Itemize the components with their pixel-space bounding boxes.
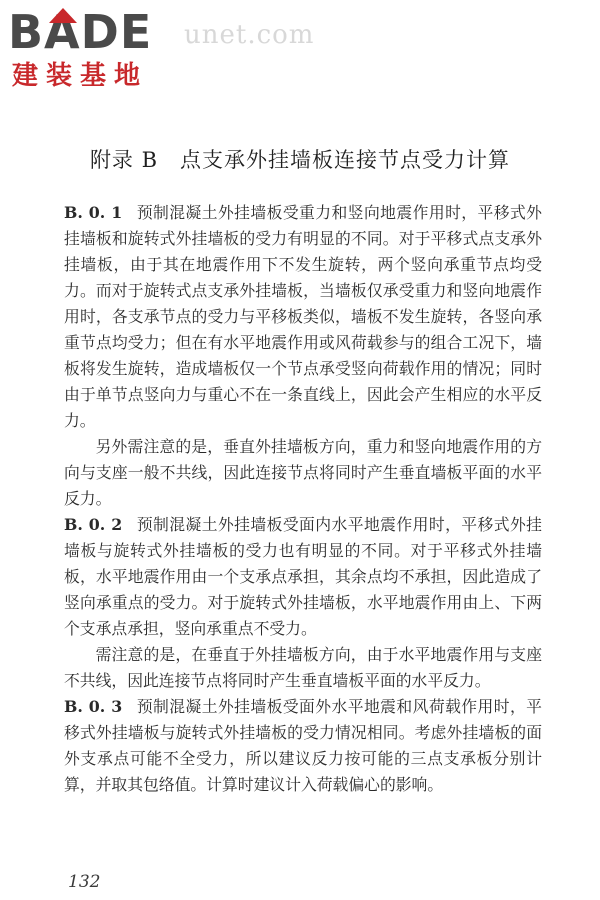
paragraph-text: 另外需注意的是，垂直外挂墙板方向，重力和竖向地震作用的方向与支座一般不共线，因此连接节点将同时产生垂直墙板平面的水平反力。 bbox=[64, 437, 542, 508]
clause-text: 预制混凝土外挂墙板受面内水平地震作用时，平移式外挂墙板与旋转式外挂墙板的受力也有明显的不同。对于平移式外挂墙板，水平地震作用由一个支承点承担，其余点均不承担，因此造成了竖向承重点的受力。对于旋转式外挂墙板，水平地震作用由上、下两个支承点承担，竖向承重点不受力。 bbox=[64, 515, 542, 638]
clause-text: 预制混凝土外挂墙板受面外水平地震和风荷载作用时，平移式外挂墙板与旋转式外挂墙板的受力情况相同。考虑外挂墙板的面外支承点可能不全受力，所以建议反力按可能的三点支承板分别计算，并取其包络值。计算时建议计入荷载偏心的影响。 bbox=[64, 697, 542, 794]
watermark-text: unet.com bbox=[184, 20, 315, 50]
clause-b-0-3 bbox=[64, 694, 542, 798]
clause-b-0-2 bbox=[64, 512, 542, 642]
appendix-title: 附录 B 点支承外挂墙板连接节点受力计算 bbox=[89, 148, 511, 172]
logo-subtitle: 建装基地 bbox=[12, 61, 149, 91]
document-body bbox=[64, 200, 542, 798]
page-number: 132 bbox=[68, 872, 101, 892]
logo-brand-text: BADE bbox=[8, 5, 153, 59]
note-paragraph bbox=[64, 642, 542, 694]
clause-number: B. 0. 3 bbox=[64, 697, 123, 716]
note-paragraph bbox=[64, 434, 542, 512]
logo-red-triangle-icon bbox=[49, 8, 77, 23]
clause-text: 预制混凝土外挂墙板受重力和竖向地震作用时，平移式外挂墙板和旋转式外挂墙板的受力有明显的不同。对于平移式点支承外挂墙板，由于其在地震作用下不发生旋转，两个竖向承重节点均受力。而对于旋转式点支承外挂墙板，当墙板仅承受重力和竖向地震作用时，各支承节点的受力与平移板类似，墙板不发生旋转，各竖向承重节点均受力；但在有水平地震作用或风荷载参与的组合工况下，墙板将发生旋转，造成墙板仅一个节点承受竖向荷载作用的情况；同时由于单节点竖向力与重心不在一条直线上，因此会产生相应的水平反力。 bbox=[64, 203, 542, 430]
clause-b-0-1 bbox=[64, 200, 542, 434]
paragraph-text: 需注意的是，在垂直于外挂墙板方向，由于水平地震作用与支座不共线，因此连接节点将同时产生垂直墙板平面的水平反力。 bbox=[64, 645, 542, 690]
bade-logo bbox=[8, 4, 198, 96]
clause-number: B. 0. 1 bbox=[64, 203, 123, 222]
clause-number: B. 0. 2 bbox=[64, 515, 123, 534]
